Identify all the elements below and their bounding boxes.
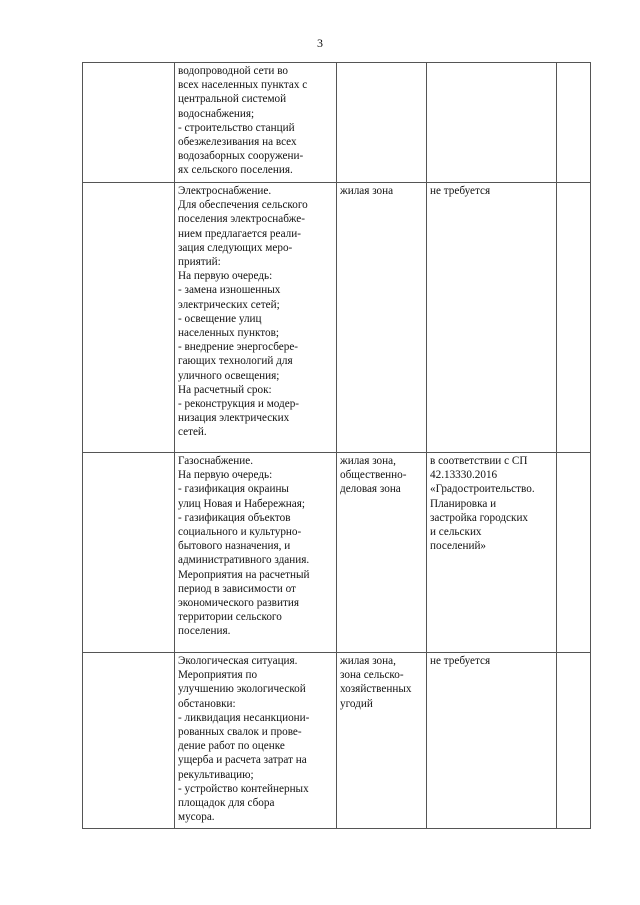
table-row xyxy=(83,453,591,653)
measure-cell-line: зация следующих меро- xyxy=(178,241,293,254)
measure-cell-line: мусора. xyxy=(178,811,215,824)
measure-cell-line: поселения электроснабже- xyxy=(178,213,305,226)
measure-cell xyxy=(175,653,337,829)
requirement-cell-line: поселений» xyxy=(430,540,487,553)
measure-cell xyxy=(175,453,337,653)
measure-cell-line: рованных свалок и прове- xyxy=(178,726,302,739)
measure-cell-line: обстановки: xyxy=(178,697,236,710)
measure-cell-line: ущерба и расчета затрат на xyxy=(178,754,307,767)
extra-cell xyxy=(557,63,591,183)
measure-cell-line: административного здания. xyxy=(178,554,310,567)
measure-cell-line: На первую очередь: xyxy=(178,469,273,482)
requirement-cell-line: не требуется xyxy=(430,185,491,197)
measure-cell-line: водопроводной сети во xyxy=(178,65,289,77)
zone-cell-line: общественно- xyxy=(340,469,407,482)
table-row xyxy=(83,183,591,453)
zone-cell-line: жилая зона, xyxy=(340,455,396,467)
measure-cell-line: населенных пунктов; xyxy=(178,327,280,340)
measure-cell-line: улиц Новая и Набережная; xyxy=(178,497,306,510)
measure-cell-line: - газификация окраины xyxy=(178,483,289,496)
measure-cell-line: - освещение улиц xyxy=(178,312,262,325)
zone-cell xyxy=(337,63,427,183)
requirement-cell-line: и сельских xyxy=(430,526,482,539)
measure-cell-line: период в зависимости от xyxy=(178,582,296,595)
measure-cell-line: обезжелезивания на всех xyxy=(178,136,297,149)
measure-cell-line: - устройство контейнерных xyxy=(178,782,309,795)
measure-cell-line: электрических сетей; xyxy=(178,298,280,311)
requirement-cell xyxy=(427,453,557,653)
measure-cell-line: низация электрических xyxy=(178,412,290,425)
measure-cell-line: Для обеспечения сельского xyxy=(178,199,308,212)
measure-cell-line: бытового назначения, и xyxy=(178,540,291,553)
table-row xyxy=(83,653,591,829)
zone-cell xyxy=(337,183,427,453)
zone-cell-line: хозяйственных xyxy=(340,683,412,696)
measure-cell-line: площадок для сбора xyxy=(178,797,275,810)
measure-cell-line: - ликвидация несанкциони- xyxy=(178,711,310,724)
zone-cell-line: жилая зона, xyxy=(340,655,396,667)
requirement-cell-line: не требуется xyxy=(430,655,491,667)
measure-cell xyxy=(175,183,337,453)
measure-cell-line: - газификация объектов xyxy=(178,511,291,524)
index-cell xyxy=(83,653,175,829)
measure-cell xyxy=(175,63,337,183)
zone-cell xyxy=(337,653,427,829)
extra-cell xyxy=(557,653,591,829)
measure-cell-line: дение работ по оценке xyxy=(178,740,285,753)
measure-cell-line: улучшению экологической xyxy=(178,683,306,696)
measure-cell-line: На первую очередь: xyxy=(178,270,273,283)
measure-cell-line: водоснабжения; xyxy=(178,107,255,120)
measure-cell-line: сетей. xyxy=(178,426,207,439)
requirement-cell xyxy=(427,183,557,453)
index-cell xyxy=(83,453,175,653)
requirement-cell xyxy=(427,63,557,183)
zone-cell-line: жилая зона xyxy=(340,185,394,197)
measure-cell-line: Газоснабжение. xyxy=(178,455,253,467)
measure-cell-line: социального и культурно- xyxy=(178,526,302,539)
zone-cell xyxy=(337,453,427,653)
table-row xyxy=(83,63,591,183)
index-cell xyxy=(83,183,175,453)
requirement-cell-line: застройка городских xyxy=(430,511,529,524)
index-cell xyxy=(83,63,175,183)
measure-cell-line: центральной системой xyxy=(178,93,287,106)
measure-cell-line: рекультивацию; xyxy=(178,768,254,781)
requirement-cell-line: Планировка и xyxy=(430,497,497,510)
measure-cell-line: Электроснабжение. xyxy=(178,185,272,197)
measure-cell-line: территории сельского xyxy=(178,611,282,624)
zone-cell-line: зона сельско- xyxy=(340,669,404,682)
measure-cell-line: - внедрение энергосбере- xyxy=(178,341,299,354)
measure-cell-line: нием предлагается реали- xyxy=(178,227,301,240)
page-number: 3 xyxy=(317,36,323,50)
measure-cell-line: экономического развития xyxy=(178,597,299,610)
measure-cell-line: - строительство станций xyxy=(178,121,295,134)
measure-cell-line: Экологическая ситуация. xyxy=(178,655,298,667)
measures-table xyxy=(82,62,591,829)
zone-cell-line: угодий xyxy=(340,697,373,710)
measure-cell-line: гающих технологий для xyxy=(178,355,293,368)
extra-cell xyxy=(557,183,591,453)
measure-cell-line: поселения. xyxy=(178,625,231,638)
requirement-cell xyxy=(427,653,557,829)
measure-cell-line: Мероприятия на расчетный xyxy=(178,568,310,581)
measure-cell-line: Мероприятия по xyxy=(178,669,258,682)
requirement-cell-line: 42.13330.2016 xyxy=(430,469,498,482)
requirement-cell-line: в соответствии с СП xyxy=(430,455,528,467)
measure-cell-line: всех населенных пунктах с xyxy=(178,79,308,92)
measure-cell-line: водозаборных сооружени- xyxy=(178,150,304,163)
measure-cell-line: уличного освещения; xyxy=(178,369,280,382)
measure-cell-line: ях сельского поселения. xyxy=(178,164,293,177)
requirement-cell-line: «Градостроительство. xyxy=(430,483,535,496)
measure-cell-line: - реконструкция и модер- xyxy=(178,398,300,411)
extra-cell xyxy=(557,453,591,653)
measure-cell-line: - замена изношенных xyxy=(178,284,281,297)
zone-cell-line: деловая зона xyxy=(340,483,401,496)
measure-cell-line: приятий: xyxy=(178,256,221,269)
measure-cell-line: На расчетный срок: xyxy=(178,383,272,396)
